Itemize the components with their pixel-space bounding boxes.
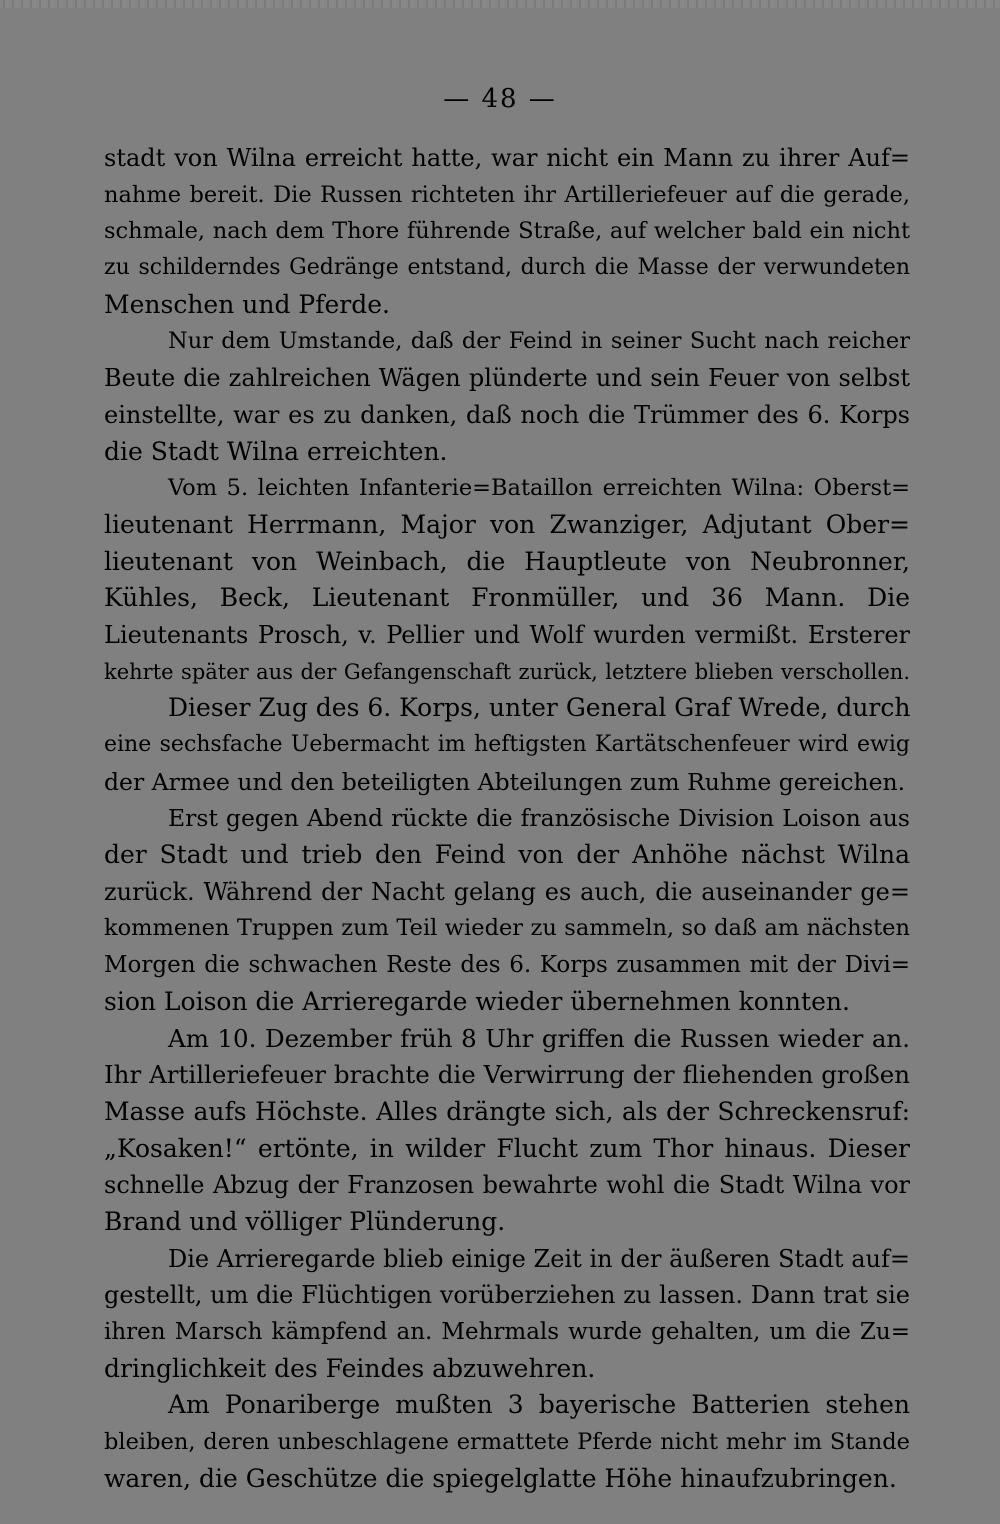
text-line: Lieutenants Prosch, v. Pellier und Wolf wurden vermißt. Ersterer: [104, 620, 910, 649]
text-line: Kühles, Beck, Lieutenant Fronmüller, und 36 Mann. Die: [104, 583, 910, 613]
text-line: Beute die zahlreichen Wägen plünderte und sein Feuer von selbst: [104, 364, 910, 393]
text-line: lieutenant Herrmann, Major von Zwanziger, Adjutant Ober=: [104, 509, 910, 539]
body-text: [104, 140, 910, 1497]
text-line: schmale, nach dem Thore führende Straße, auf welcher bald ein nicht: [104, 218, 910, 245]
text-line: waren, die Geschütze die spiegelglatte Höhe hinaufzubringen.: [104, 1463, 897, 1493]
text-line: Menschen und Pferde.: [104, 289, 390, 319]
text-line: Nur dem Umstande, daß der Feind in seiner Sucht nach reicher: [168, 328, 910, 355]
text-line: Morgen die schwachen Reste des 6. Korps zusammen mit der Divi=: [104, 952, 910, 979]
text-line: Die Arrieregarde blieb einige Zeit in der äußeren Stadt auf=: [168, 1244, 910, 1273]
text-line: Dieser Zug des 6. Korps, unter General Graf Wrede, durch: [168, 693, 911, 723]
text-line: gestellt, um die Flüchtigen vorüberziehen zu lassen. Dann trat sie: [104, 1281, 910, 1310]
text-line: kehrte später aus der Gefangenschaft zurück, letztere blieben verschollen.: [104, 659, 910, 684]
text-line: schnelle Abzug der Franzosen bewahrte wohl die Stadt Wilna vor: [104, 1171, 910, 1200]
text-line: stadt von Wilna erreicht hatte, war nicht ein Mann zu ihrer Auf=: [104, 144, 910, 172]
text-line: Am 10. Dezember früh 8 Uhr griffen die Russen wieder an.: [168, 1023, 910, 1053]
text-line: einstellte, war es zu danken, daß noch die Trümmer des 6. Korps: [104, 400, 910, 429]
text-line: der Stadt und trieb den Feind von der Anhöhe nächst Wilna: [104, 840, 910, 870]
page-top-edge: [0, 0, 1000, 8]
text-line: bleiben, deren unbeschlagene ermattete Pferde nicht mehr im Stande: [104, 1429, 910, 1456]
text-line: „Kosaken!“ ertönte, in wilder Flucht zum Thor hinaus. Dieser: [104, 1133, 910, 1163]
text-line: die Stadt Wilna erreichten.: [104, 436, 448, 466]
text-line: Brand und völliger Plünderung.: [104, 1206, 506, 1236]
text-line: zurück. Während der Nacht gelang es auch, die auseinander ge=: [104, 877, 910, 906]
text-line: sion Loison die Arrieregarde wieder übernehmen konnten.: [104, 986, 850, 1016]
text-line: dringlichkeit des Feindes abzuwehren.: [104, 1353, 596, 1383]
text-line: zu schilderndes Gedränge entstand, durch die Masse der verwundeten: [104, 255, 910, 281]
text-line: Erst gegen Abend rückte die französische Division Loison aus: [168, 804, 910, 833]
text-line: ihren Marsch kämpfend an. Mehrmals wurde gehalten, um die Zu=: [104, 1319, 910, 1345]
text-line: eine sechsfache Uebermacht im heftigsten Kartätschenfeuer wird ewig: [104, 732, 910, 757]
text-line: Masse aufs Höchste. Alles drängte sich, als der Schreckensruf:: [104, 1096, 910, 1126]
text-line: kommenen Truppen zum Teil wieder zu sammeln, so daß am nächsten: [104, 915, 910, 942]
text-line: lieutenant von Weinbach, die Hauptleute von Neubronner,: [104, 546, 910, 576]
text-line: Am Ponariberge mußten 3 bayerische Batterien stehen: [168, 1390, 910, 1420]
text-line: Ihr Artilleriefeuer brachte die Verwirrung der fliehenden großen: [104, 1060, 910, 1090]
text-line: der Armee und den beteiligten Abteilungen zum Ruhme gereichen.: [104, 767, 906, 796]
text-line: Vom 5. leichten Infanterie=Bataillon erreichten Wilna: Oberst=: [168, 475, 910, 502]
page-number: — 48 —: [443, 84, 557, 114]
text-line: nahme bereit. Die Russen richteten ihr Artilleriefeuer auf die gerade,: [104, 181, 910, 208]
